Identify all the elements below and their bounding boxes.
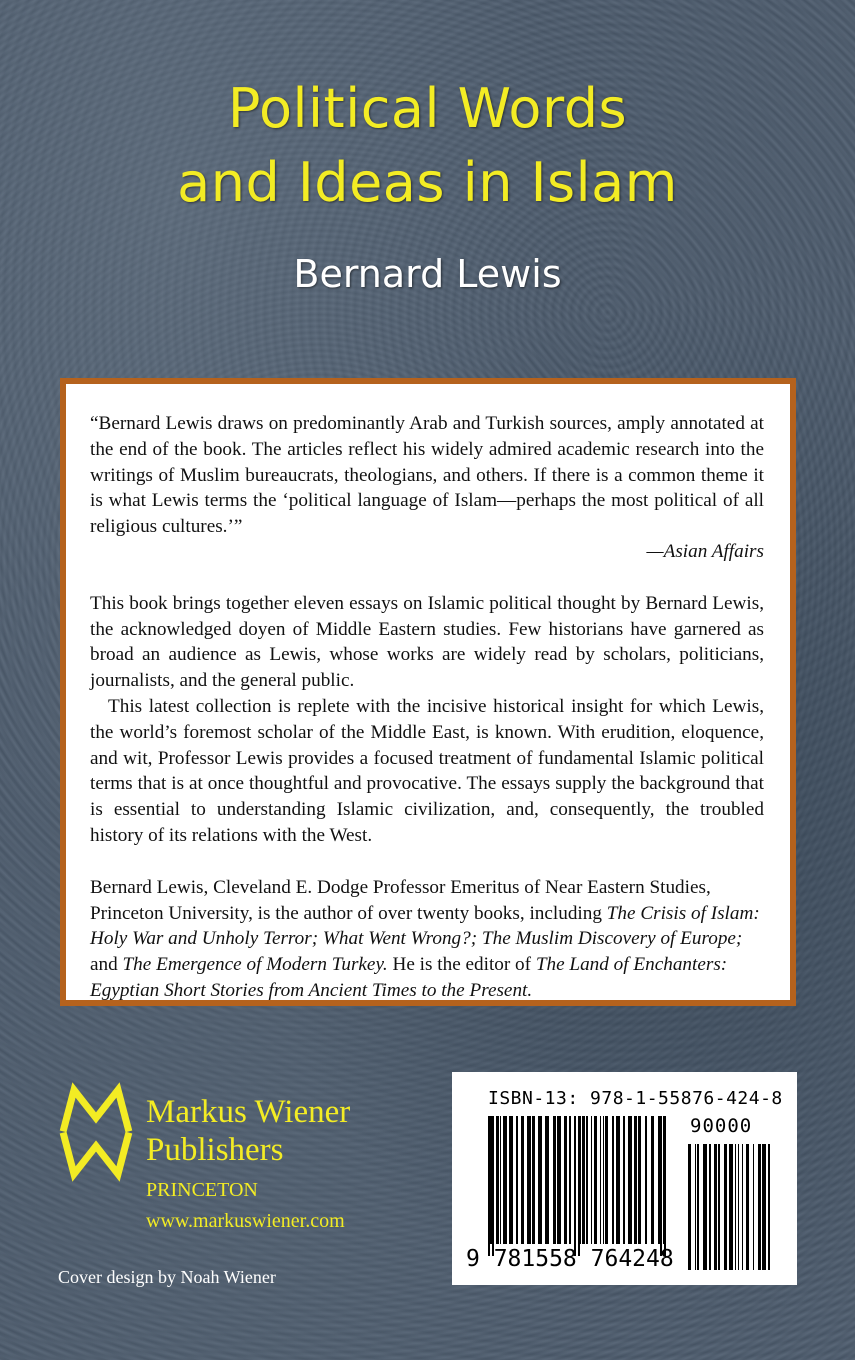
bio-book-title-turkey: The Emergence of Modern Turkey. bbox=[122, 954, 388, 976]
publisher-city: PRINCETON bbox=[146, 1179, 258, 1201]
barcode-panel bbox=[452, 1072, 797, 1285]
bio-book-title-enchanters: The Land of Enchanters: Egyptian Short Stories from Ancient Times to the Present. bbox=[90, 954, 728, 1001]
book-title-line2: and Ideas in Islam bbox=[177, 151, 678, 214]
cover-credit: Cover design by Noah Wiener bbox=[58, 1267, 276, 1287]
review-source: —Asian Affairs bbox=[646, 540, 764, 562]
book-title bbox=[0, 72, 855, 220]
bio-book-titles: The Crisis of Islam: Holy War and Unholy Terror; What Went Wrong?; The Muslim Discovery of Europe; bbox=[90, 902, 760, 950]
book-title-line1: Political Words bbox=[227, 77, 628, 140]
isbn-label: ISBN-13: 978-1-55876-424-8 bbox=[488, 1088, 783, 1109]
review-quote: “Bernard Lewis draws on predominantly Arab and Turkish sources, amply annotated at the end of the book. The articles reflect his widely admired academic research into the writings of Muslim bureaucrats, theologians, and others. If there is a common theme it is what Lewis terms the ‘political language of Islam—perhaps the most political of all religious cultures.’” bbox=[90, 413, 764, 538]
bio-editor: He is the editor of bbox=[387, 954, 536, 976]
bio-intro: Bernard Lewis, Cleveland E. Dodge Professor Emeritus of Near Eastern Studies, Princeton University, is the author of over twenty books, including bbox=[90, 876, 711, 924]
publisher-name-line1: Markus Wiener bbox=[146, 1094, 351, 1130]
publisher-name bbox=[146, 1093, 350, 1169]
blurb-box bbox=[60, 378, 796, 1006]
mw-logo-icon bbox=[58, 1082, 134, 1182]
author-bio bbox=[90, 875, 764, 1004]
description-paragraph-1: This book brings together eleven essays on Islamic political thought by Bernard Lewis, the acknowledged doyen of Middle Eastern studies. Few historians have garnered as broad an audience as Lewis, whose works are widely read by scholars, politicians, journalists, and the general public. bbox=[90, 592, 764, 692]
price-code: 90000 bbox=[690, 1115, 753, 1137]
book-author: Bernard Lewis bbox=[293, 252, 562, 296]
barcode-digits: 9 781558 764248 bbox=[466, 1246, 674, 1272]
description-paragraph-2: This latest collection is replete with the incisive historical insight for which Lewis, the world’s foremost scholar of the Middle East, is known. With erudition, eloquence, and wit, Professor Lewis provides a focused treatment of fundamental Islamic political terms that is at once thoughtful and provocative. The essays supply the background that is essential to understanding Islamic civilization, and, consequently, the troubled history of its relations with the West. bbox=[90, 695, 764, 846]
bio-and: and bbox=[90, 954, 123, 976]
publisher-url: www.markuswiener.com bbox=[146, 1210, 345, 1232]
publisher-name-line2: Publishers bbox=[146, 1132, 284, 1168]
